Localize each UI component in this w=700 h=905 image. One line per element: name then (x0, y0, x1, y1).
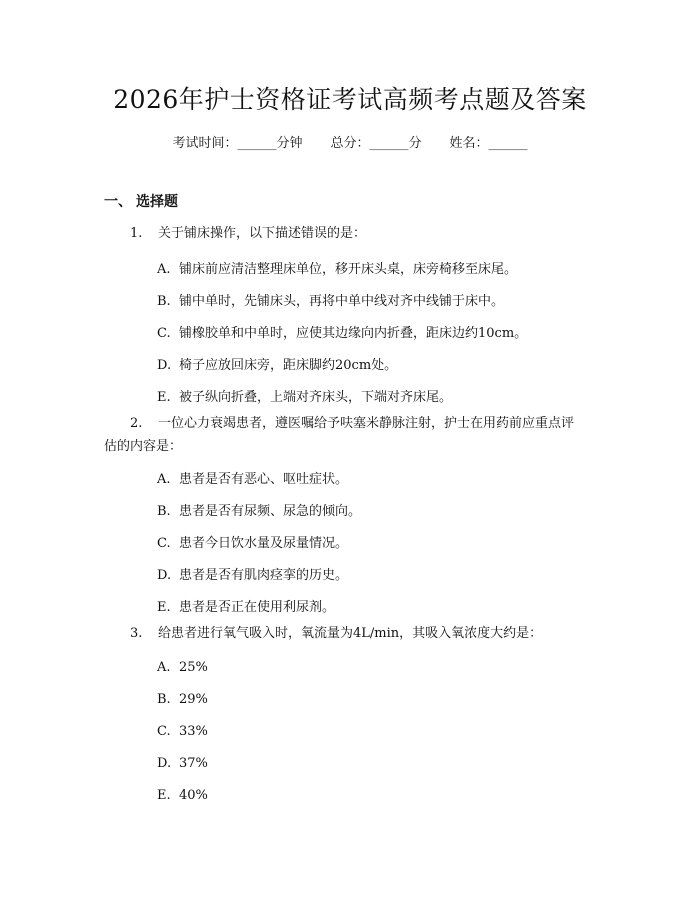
question-text-line2: 估的内容是： (104, 439, 183, 454)
option-text: 患者是否有尿频、尿急的倾向。 (179, 504, 362, 519)
option-text: 铺中单时，先铺床头，再将中单中线对齐中线铺于床中。 (179, 294, 505, 309)
option-text: 患者是否正在使用利尿剂。 (179, 600, 336, 615)
option-1c (157, 322, 527, 341)
option-letter: B. (157, 692, 171, 707)
question-number: 3. (130, 626, 143, 641)
question-1 (130, 222, 600, 245)
option-letter: C. (157, 326, 171, 341)
option-3d (157, 756, 208, 771)
name-field: 姓名：______ (449, 136, 528, 151)
section-number: 一、 (104, 194, 132, 210)
option-text: 患者是否有恶心、呕吐症状。 (179, 472, 349, 487)
option-text: 患者今日饮水量及尿量情况。 (179, 536, 349, 551)
option-text: 37% (179, 756, 208, 771)
option-text: 25% (179, 660, 208, 675)
option-2a (157, 468, 348, 487)
option-letter: D. (157, 358, 172, 373)
page-title: 2026年护士资格证考试高频考点题及答案 (113, 85, 587, 114)
option-1d (157, 354, 397, 373)
option-letter: D. (157, 568, 172, 583)
question-number: 1. (130, 226, 143, 241)
option-2b (157, 500, 361, 519)
option-1a (157, 258, 517, 277)
question-text-line1: 一位心力衰竭患者，遵医嘱给予呋塞米静脉注射，护士在用药前应重点评 (158, 416, 575, 431)
option-letter: E. (157, 390, 171, 405)
option-text: 铺床前应清洁整理床单位，移开床头桌，床旁椅移至床尾。 (179, 262, 518, 277)
option-3a (157, 660, 208, 675)
section-heading (104, 191, 178, 211)
option-letter: C. (157, 724, 171, 739)
option-1b (157, 290, 504, 309)
option-letter: E. (157, 788, 171, 803)
question-2 (130, 412, 600, 435)
option-letter: E. (157, 600, 171, 615)
option-2d (157, 564, 348, 583)
option-text: 铺橡胶单和中单时，应使其边缘向内折叠，距床边约10cm。 (179, 326, 528, 341)
exam-time-field: 考试时间：______分钟 (172, 136, 303, 151)
option-text: 被子纵向折叠，上端对齐床头，下端对齐床尾。 (179, 390, 453, 405)
question-text: 给患者进行氧气吸入时，氧流量为4L/min，其吸入氧浓度大约是： (158, 626, 543, 641)
question-number: 2. (130, 416, 143, 431)
option-3b (157, 692, 208, 707)
option-1e (157, 386, 452, 405)
option-letter: A. (157, 262, 171, 277)
option-letter: A. (157, 660, 171, 675)
option-text: 29% (179, 692, 208, 707)
option-2e (157, 596, 335, 615)
question-text: 关于铺床操作，以下描述错误的是： (158, 226, 367, 241)
section-title: 选择题 (136, 194, 178, 210)
option-text: 40% (179, 788, 208, 803)
option-text: 33% (179, 724, 208, 739)
exam-meta (0, 132, 700, 151)
option-letter: D. (157, 756, 172, 771)
option-3c (157, 724, 208, 739)
option-letter: A. (157, 472, 171, 487)
option-2c (157, 532, 348, 551)
option-text: 患者是否有肌肉痉挛的历史。 (179, 568, 349, 583)
option-3e (157, 788, 208, 803)
total-score-field: 总分：______分 (330, 136, 422, 151)
question-2-continued (104, 435, 574, 458)
option-text: 椅子应放回床旁，距床脚约20cm处。 (179, 358, 398, 373)
option-letter: C. (157, 536, 171, 551)
question-3 (130, 622, 600, 645)
option-letter: B. (157, 504, 171, 519)
option-letter: B. (157, 294, 171, 309)
